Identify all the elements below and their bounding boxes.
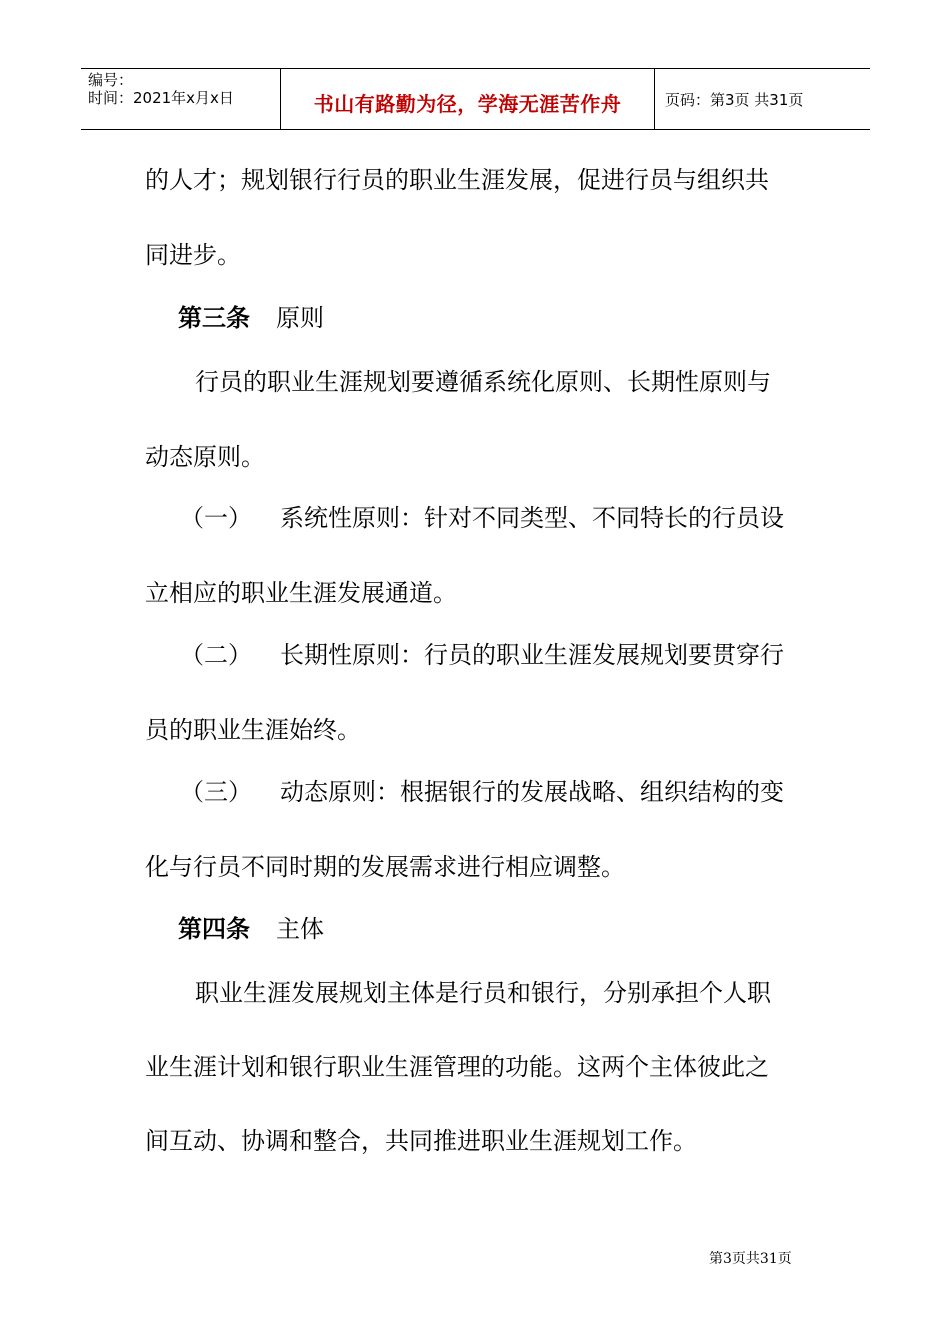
article-heading-3 bbox=[178, 303, 324, 333]
paragraph-line: 间互动、协调和整合，共同推进职业生涯规划工作。 bbox=[145, 1127, 697, 1155]
header-motto-cell bbox=[281, 69, 655, 129]
list-item-number: （三） bbox=[180, 778, 252, 806]
article-number: 第三条 bbox=[178, 304, 250, 332]
list-item-line: 长期性原则：行员的职业生涯发展规划要贯穿行 bbox=[280, 641, 784, 669]
article-number: 第四条 bbox=[178, 915, 250, 943]
article-heading-4 bbox=[178, 914, 324, 944]
paragraph-line: 同进步。 bbox=[145, 241, 241, 269]
paragraph-line: 动态原则。 bbox=[145, 443, 265, 471]
article-title: 原则 bbox=[276, 304, 324, 332]
list-item-number: （一） bbox=[180, 504, 252, 532]
paragraph-line: 行员的职业生涯规划要遵循系统化原则、长期性原则与 bbox=[195, 368, 771, 396]
document-time-label: 时间：2021年x月x日 bbox=[88, 89, 234, 107]
page-footer: 第3页共31页 bbox=[709, 1251, 792, 1267]
page-header bbox=[81, 68, 870, 130]
header-page-info: 页码：第3页 共31页 bbox=[665, 91, 804, 109]
header-page-cell bbox=[655, 69, 870, 129]
list-item-line: 立相应的职业生涯发展通道。 bbox=[145, 579, 457, 607]
article-title: 主体 bbox=[276, 915, 324, 943]
paragraph-line: 职业生涯发展规划主体是行员和银行，分别承担个人职 bbox=[195, 979, 771, 1007]
list-item-line: 动态原则：根据银行的发展战略、组织结构的变 bbox=[280, 778, 784, 806]
paragraph-line: 业生涯计划和银行职业生涯管理的功能。这两个主体彼此之 bbox=[145, 1053, 769, 1081]
header-meta-cell bbox=[81, 69, 281, 129]
document-number-label: 编号： bbox=[88, 71, 134, 89]
list-item-line: 员的职业生涯始终。 bbox=[145, 716, 361, 744]
paragraph-line: 的人才；规划银行行员的职业生涯发展，促进行员与组织共 bbox=[145, 166, 769, 194]
list-item-line: 系统性原则：针对不同类型、不同特长的行员设 bbox=[280, 504, 784, 532]
list-item-number: （二） bbox=[180, 641, 252, 669]
list-item-line: 化与行员不同时期的发展需求进行相应调整。 bbox=[145, 853, 625, 881]
header-motto: 书山有路勤为径，学海无涯苦作舟 bbox=[313, 92, 622, 116]
